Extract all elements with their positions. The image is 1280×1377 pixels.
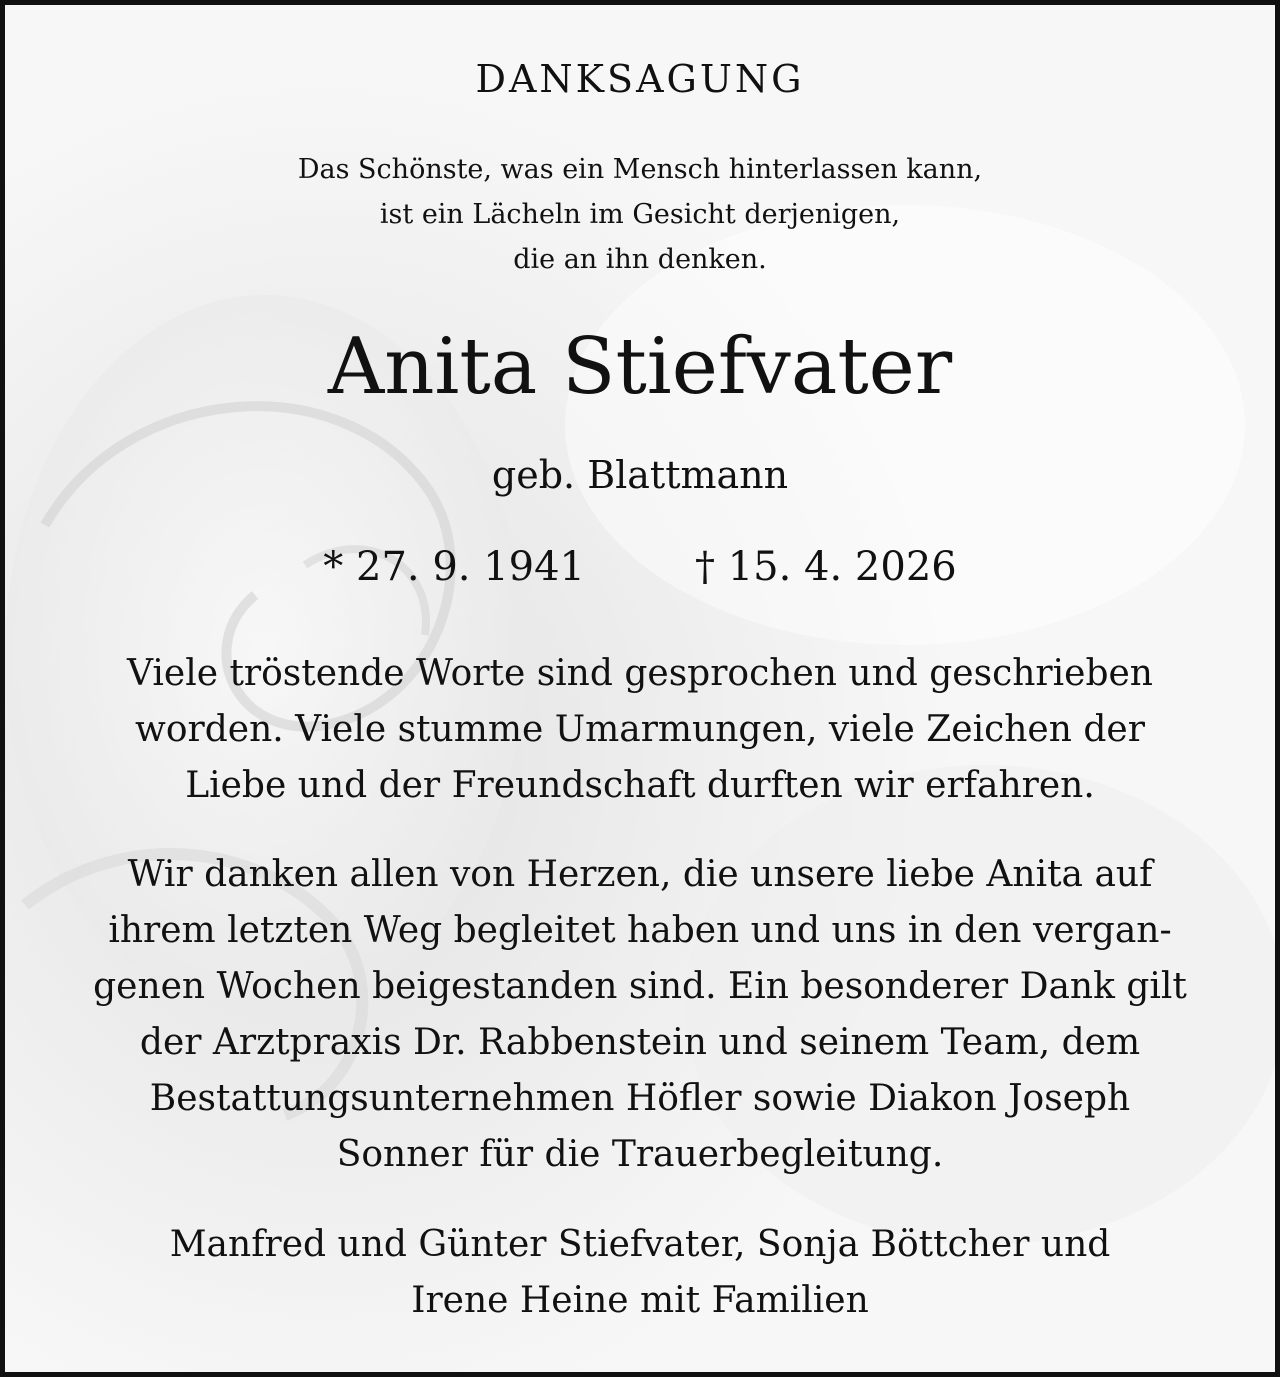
life-dates [5,543,1275,591]
motto-line: Das Schönste, was ein Mensch hinterlassen kann, [297,154,983,185]
paragraph-line: ihrem letzten Weg begleitet haben und uns in den vergan- [108,910,1172,951]
signoff-line: Irene Heine mit Familien [411,1280,869,1321]
motto-line: die an ihn denken. [513,244,767,275]
notice-heading: DANKSAGUNG [475,57,805,101]
death-date: † 15. 4. 2026 [695,544,957,590]
motto-quote [5,147,1275,282]
thanks-paragraph-1 [45,646,1235,814]
paragraph-line: Sonner für die Trauerbegleitung. [336,1134,944,1175]
paragraph-line: Bestattungsunternehmen Höfler sowie Diakon Joseph [149,1078,1131,1119]
deceased-name: Anita Stiefvater [327,322,953,412]
paragraph-line: worden. Viele stumme Umarmungen, viele Zeichen der [135,709,1145,750]
family-signoff [5,1217,1275,1329]
paragraph-line: genen Wochen beigestanden sind. Ein besonderer Dank gilt [93,966,1187,1007]
maiden-name: geb. Blattmann [491,453,789,497]
birth-date: * 27. 9. 1941 [323,544,585,590]
motto-line: ist ein Lächeln im Gesicht derjenigen, [379,199,901,230]
paragraph-line: Viele tröstende Worte sind gesprochen und geschrieben [127,653,1153,694]
paragraph-line: Wir danken allen von Herzen, die unsere liebe Anita auf [127,854,1153,895]
thanks-paragraph-2 [45,847,1235,1183]
paragraph-line: Liebe und der Freundschaft durften wir erfahren. [185,765,1095,806]
signoff-line: Manfred und Günter Stiefvater, Sonja Böttcher und [169,1224,1111,1265]
paragraph-line: der Arztpraxis Dr. Rabbenstein und seinem Team, dem [139,1022,1141,1063]
